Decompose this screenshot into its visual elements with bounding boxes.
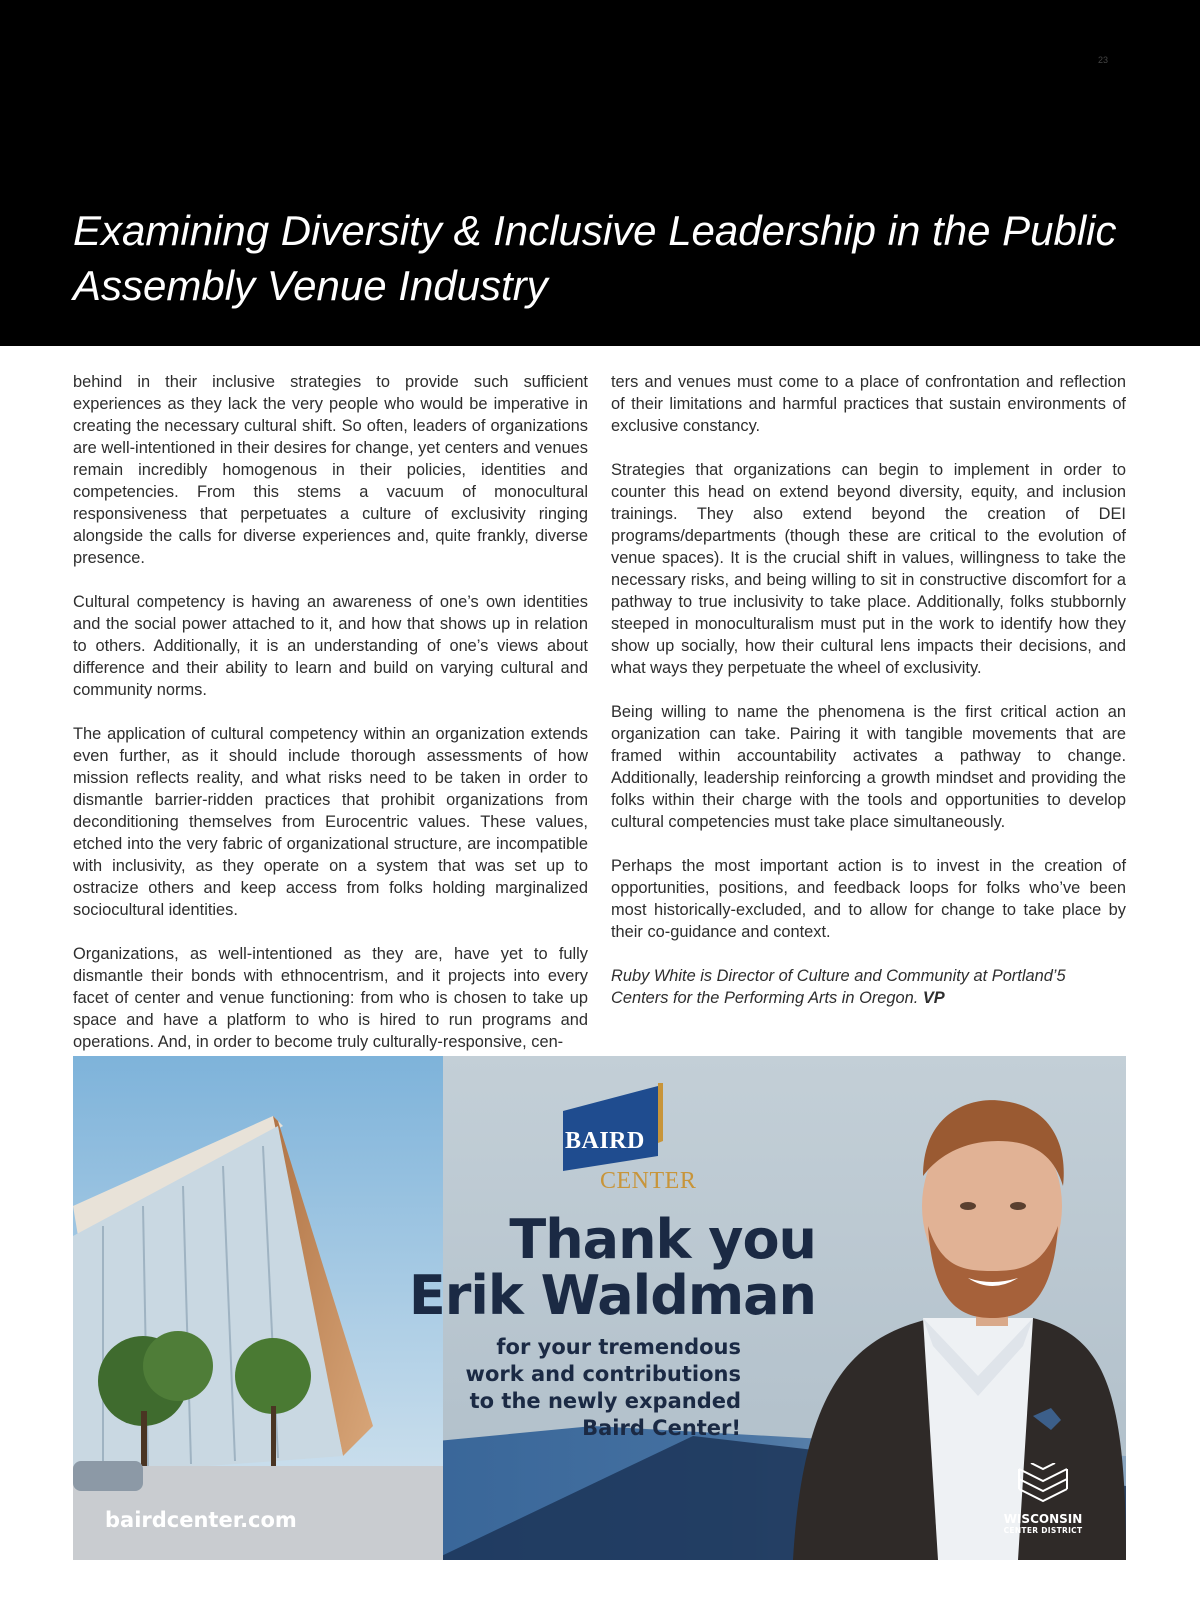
byline-text: Ruby White is Director of Culture and Community at Portland’5 Centers for the Performing Arts in Oregon. [611,967,1066,1007]
ad-website-link[interactable]: bairdcenter.com [105,1508,297,1532]
subtext-line: to the newly expanded [469,1389,741,1413]
paragraph: Being willing to name the phenomena is the first critical action an organization can take. Pairing it with tangible movements that are framed within accountability activates a pathway to change. Additionally, leadership reinforcing a growth mindset and providing the folks within their charge with the tools and opportunities to develop cultural competencies must take place simultaneously. [611,703,1126,831]
page-number: 23 [1097,55,1108,65]
article-column-right [611,371,1126,1009]
subtext-line: Baird Center! [582,1416,741,1440]
header-banner [0,0,1200,346]
paragraph: Strategies that organizations can begin to implement in order to counter this head on extend beyond diversity, equity, and inclusion trainings. They also extend beyond the creation of DEI programs/departments (though these are critical to the evolution of venue spaces). It is the crucial shift in values, willingness to take the necessary risks, and being willing to sit in constructive discomfort for a pathway to true inclusivity to take place. Additionally, folks stubbornly steeped in monoculturalism must put in the work to identify how they show up socially, how their cultural lens impacts their decisions, and what ways they perpetuate the wheel of exclusivity. [611,461,1126,677]
headline-line: Thank you [509,1208,816,1271]
paragraph: ters and venues must come to a place of confrontation and reflection of their limitations and harmful practices that sustain environments of exclusive constancy. [611,373,1126,435]
building-rendering-image [73,1056,443,1560]
article-title: Examining Diversity & Inclusive Leadership in the Public Assembly Venue Industry [73,207,1117,309]
paragraph: The application of cultural competency within an organization extends even further, as it should include thorough assessments of how mission reflects reality, and what risks need to be taken in order to dismantle barrier-ridden practices that prohibit organizations from deconditioning themselves from Eurocentric values. These values, etched into the very fabric of organizational structure, are incompatible with inclusivity, as they operate on a system that was set up to ostracize others and keep access from folks holding marginalized sociocultural identities. [73,725,588,919]
ad-subtext [466,1334,741,1442]
sponsor-name: WISCONSIN [1003,1512,1083,1526]
wisconsin-center-district-logo-icon [1013,1463,1073,1511]
baird-center-advertisement[interactable] [73,1056,1126,1560]
logo-text-baird: BAIRD [565,1128,645,1154]
sponsor-subtitle: CENTER DISTRICT [1003,1526,1083,1535]
erik-waldman-portrait-image [773,1056,1126,1560]
end-mark: VP [922,989,945,1007]
ad-headline [408,1208,816,1327]
paragraph: Perhaps the most important action is to invest in the creation of opportunities, positions, and feedback loops for folks who’ve been most historically-excluded, and to allow for change to take place by their co-guidance and context. [611,857,1126,941]
logo-text-center: CENTER [600,1168,697,1194]
paragraph: Cultural competency is having an awareness of one’s own identities and the social power attached to it, and how that shows up in relation to others. Additionally, it is an understanding of one’s views about difference and their ability to learn and build on varying cultural and community norms. [73,593,588,699]
headline-line: Erik Waldman [408,1264,816,1327]
article-column-left [73,371,588,1053]
paragraph: Organizations, as well-intentioned as they are, have yet to fully dismantle their bonds with ethnocentrism, and it projects into every facet of center and venue functioning: from who is chosen to take up space and have a platform to who is hired to run programs and operations. And, in order to become truly culturally-responsive, cen- [73,945,588,1051]
author-byline [611,965,1126,1009]
subtext-line: work and contributions [465,1362,741,1386]
subtext-line: for your tremendous [496,1335,741,1359]
paragraph: behind in their inclusive strategies to provide such sufficient experiences as they lack the very people who would be imperative in creating the necessary cultural shift. So often, leaders of organizations are well-intentioned in their desires for change, yet centers and venues remain incredibly homogenous in their policies, identities and competencies. From this stems a vacuum of monocultural responsiveness that perpetuates a culture of exclusivity ringing alongside the calls for diverse experiences and, quite frankly, diverse presence. [73,373,588,567]
